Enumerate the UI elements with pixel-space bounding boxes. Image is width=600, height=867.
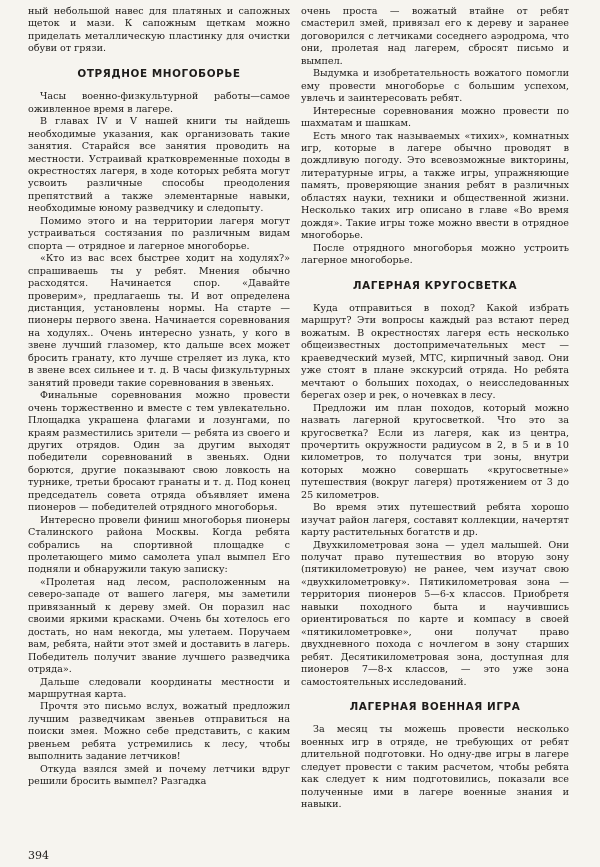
section-title-lagernaya-voennaya-igra: ЛАГЕРНАЯ ВОЕННАЯ ИГРА bbox=[349, 701, 521, 714]
paragraph: Предложи им план походов, который можно назвать лагерной кругосветкой. Что это за кругосветка? Если из лагеря, как из центра, прочертить окружности радиусом в 2, в 5 и в 10 километров, то получатся три зоны, внутри которых можно совершать «кругосветные» путешествия (вокруг лагеря) протяжением от 3 до 25 километров. bbox=[301, 402, 569, 501]
paragraph: Интересные соревнования можно провести по шахматам и шашкам. bbox=[301, 105, 569, 130]
section-title-lagernaya-krugosvetka: ЛАГЕРНАЯ КРУГОСВЕТКА bbox=[352, 279, 518, 292]
paragraph: Прочтя это письмо вслух, вожатый предложил лучшим разведчикам звеньев отправиться на поиски змея. Можно себе представить, с каким рвеньем ребята устремились к лесу, чтобы выполнить задание летчиков! bbox=[28, 701, 290, 763]
paragraph: Откуда взялся змей и почему летчики вдруг решили бросить вымпел? Разгадка bbox=[28, 763, 290, 788]
paragraph: Во время этих путешествий ребята хорошо изучат район лагеря, составят коллекции, начертят карту растительных богатств и др. bbox=[301, 502, 569, 539]
paragraph: Выдумка и изобретательность вожатого помогли ему провести многоборье с большим успехом, увлечь и заинтересовать ребят. bbox=[301, 68, 569, 105]
paragraph: Часы военно-физкультурной работы—самое оживленное время в лагере. bbox=[28, 91, 290, 115]
continuation-paragraph: очень проста — вожатый втайне от ребят смастерил змей, привязал его к дереву и заранее договорился с летчиками соседнего аэродрома, что они, пролетая над лагерем, сбросят письмо и вымпел. bbox=[301, 6, 569, 67]
section-title-otryadnoe-mnogoborye: ОТРЯДНОЕ МНОГОБОРЬЕ bbox=[77, 67, 241, 80]
paragraph: «Пролетая над лесом, расположенным на северо-западе от вашего лагеря, мы заметили привязанный к дереву змей. Он поразил нас своими яркими красками. Очень бы хотелось его достать, но нам некогда, мы улетаем. Поручаем вам, ребята, найти этот змей и доставить в лагерь. Победитель получит звание лучшего разведчика отряда». bbox=[28, 576, 290, 676]
right-column bbox=[301, 6, 569, 812]
paragraph: В главах IV и V нашей книги ты найдешь необходимые указания, как организовать такие занятия. Старайся все занятия проводить на местности. Устраивай кратковременные походы в окрестностях лагеря, в ходе которых ребята могут усвоить различные способы преодоления препятствий а также элементарные навыки, необходимые юному разведчику и следопыту. bbox=[28, 116, 290, 215]
paragraph: «Кто из вас всех быстрее ходит на ходулях?» спрашиваешь ты у ребят. Мнения обычно расходятся. Начинается спор. «Давайте проверим», предлагаешь ты. И вот определена дистанция, установлены нормы. На старте — пионеры первого звена. Начинается соревнования на ходулях.. Очень интересно узнать, у кого в звене лучший глазомер, кто дальше всех может бросить гранату, кто лучше стреляет из лука, кто в звене всех сильнее и т. д. В часы физкультурных занятий проведи такие соревнования в звеньях. bbox=[28, 253, 290, 389]
paragraph: Интересно провели финиш многоборья пионеры Сталинского района Москвы. Когда ребята собрались на спортивной площадке с пролетающего мимо самолета упал вымпел Его подняли и обнаружили такую записку: bbox=[28, 514, 290, 576]
paragraph: Дальше следовали координаты местности и маршрутная карта. bbox=[28, 676, 290, 701]
left-column bbox=[28, 6, 290, 789]
intro-paragraph: ный небольшой навес для платяных и сапожных щеток и мази. К сапожным щеткам можно приделать металлическую пластинку для очистки обуви от грязи. bbox=[28, 6, 290, 55]
paragraph: За месяц ты можешь провести несколько военных игр в отряде, не требующих от ребят длительной подготовки. Но одну-две игры в лагере следует провести с таким расчетом, чтобы ребята как следует к ним подготовились, показали все полученные ими в лагере военные знания и навыки. bbox=[301, 724, 569, 811]
paragraph: Куда отправиться в поход? Какой избрать маршрут? Эти вопросы каждый раз встают перед вожатым. В окрестностях лагеря есть несколько общеизвестных достопримечательных мест — краеведческий музей, МТС, кирпичный завод. Они уже стоят в плане экскурсий отряда. Но ребята мечтают о больших походах, о неисследованных берегах озер и рек, о ночевках в лесу. bbox=[301, 302, 569, 402]
page-number: 394 bbox=[28, 849, 49, 862]
paragraph: Двухкилометровая зона — удел малышей. Они получат право путешествия во вторую зону (пятикилометровую) не ранее, чем изучат свою «двухкилометровку». Пятикилометровая зона — территория пионеров 5—6-х классов. Приобретя навыки походного быта и научившись ориентироваться по карте и компасу в своей «пятикилометровке», они получат право двухдневного похода с ночлегом в зону старших ребят. Десятикилометровая зона, доступная для пионеров 7—8-х классов, — это уже зона самостоятельных исследований. bbox=[301, 539, 569, 688]
paragraph: Есть много так называемых «тихих», комнатных игр, которые в лагере обычно проводят в дождливую погоду. Это всевозможные викторины, литературные игры, а также игры, упражняющие память, проверяющие знания ребят в различных областях науки, техники и общественной жизни. Несколько таких игр описано в главе «Во время дождя». Такие игры тоже можно ввести в отрядное многоборье. bbox=[301, 130, 569, 242]
paragraph: После отрядного многоборья можно устроить лагерное многоборье. bbox=[301, 242, 569, 267]
paragraph: Помимо этого и на территории лагеря могут устраиваться состязания по различным видам спорта — отрядное и лагерное многоборье. bbox=[28, 215, 290, 252]
paragraph: Финальные соревнования можно провести очень торжественно и вместе с тем увлекательно. Площадка украшена флагами и лозунгами, по краям разместились зрители — ребята из своего и других отрядов. Один за другим выходят победители соревнований в звеньях. Одни борются, другие показывают свою ловкость на турнике, третьи бросают гранаты и т. д. Под конец председатель совета отряда объявляет имена пионеров — победителей отрядного многоборья. bbox=[28, 390, 290, 514]
